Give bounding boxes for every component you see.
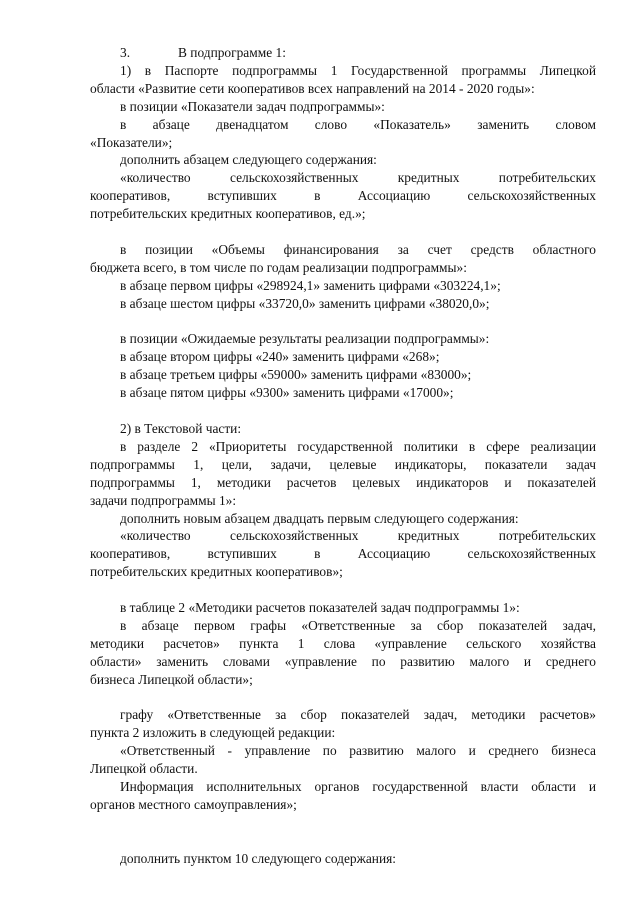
supplement1-line-2: кооперативов, вступивших в Ассоциацию сельскохозяйственных <box>90 188 596 204</box>
section2-line-1: в разделе 2 «Приоритеты государственной политики в сфере реализации <box>120 438 596 454</box>
financing-item-1: в абзаце первом цифры «298924,1» заменить цифрами «303224,1»; <box>120 277 501 293</box>
table2-intro: в таблице 2 «Методики расчетов показателей задач подпрограммы 1»: <box>120 600 520 616</box>
blank-line <box>90 223 596 241</box>
table2-line-1: в абзаце первом графы «Ответственные за сбор показателей задач, <box>120 617 596 633</box>
expected-item-2: в абзаце третьем цифры «59000» заменить цифрами «83000»; <box>120 367 472 383</box>
section-number: 3. <box>120 45 131 60</box>
blank-line <box>90 689 596 707</box>
section-heading <box>90 44 596 62</box>
passport-line-2: области «Развитие сети кооперативов всех направлений на 2014 - 2020 годы»: <box>90 80 535 96</box>
section-heading-text: В подпрограмме 1: <box>178 45 286 60</box>
financing-line-1: в позиции «Объемы финансирования за счет средств областного <box>120 241 596 257</box>
blank-lines <box>90 814 596 850</box>
supplement2-intro: дополнить новым абзацем двадцать первым следующего содержания: <box>120 510 519 526</box>
financing-line-2: бюджета всего, в том числе по годам реализации подпрограммы»: <box>90 259 467 275</box>
table2-line-3: области» заменить словами «управление по развитию малого и среднего <box>90 653 596 669</box>
final-supplement: дополнить пунктом 10 следующего содержания: <box>120 850 397 866</box>
supplement1-line-3: потребительских кредитных кооперативов, ед.»; <box>90 206 366 222</box>
responsible-line-2: Липецкой области. <box>90 761 198 777</box>
information-line-2: органов местного самоуправления»; <box>90 796 297 812</box>
blank-line <box>90 581 596 599</box>
blank-line <box>90 402 596 420</box>
expected-item-3: в абзаце пятом цифры «9300» заменить цифрами «17000»; <box>120 385 454 401</box>
expected-item-1: в абзаце втором цифры «240» заменить цифрами «268»; <box>120 349 440 365</box>
financing-item-2: в абзаце шестом цифры «33720,0» заменить цифрами «38020,0»; <box>120 295 490 311</box>
passport-line-1: 1) в Паспорте подпрограммы 1 Государственной программы Липецкой <box>120 62 596 78</box>
abzac12-line-2: «Показатели»; <box>90 134 173 150</box>
column-line-2: пункта 2 изложить в следующей редакции: <box>90 725 336 741</box>
supplement1-intro: дополнить абзацем следующего содержания: <box>120 152 377 168</box>
column-line-1: графу «Ответственные за сбор показателей задач, методики расчетов» <box>120 707 596 723</box>
supplement1-line-1: «количество сельскохозяйственных кредитных потребительских <box>120 170 596 186</box>
expected-intro: в позиции «Ожидаемые результаты реализации подпрограммы»: <box>120 331 490 347</box>
table2-line-2: методики расчетов» пункта 1 слова «управление сельского хозяйства <box>90 635 596 651</box>
supplement2-line-2: кооперативов, вступивших в Ассоциацию сельскохозяйственных <box>90 546 596 562</box>
information-line-1: Информация исполнительных органов государственной власти области и <box>120 779 596 795</box>
section2-line-2: подпрограммы 1, цели, задачи, целевые индикаторы, показатели задач <box>90 456 596 472</box>
position-tasks: в позиции «Показатели задач подпрограммы»: <box>120 98 385 114</box>
supplement2-line-3: потребительских кредитных кооперативов»; <box>90 564 343 580</box>
document-page <box>90 44 596 868</box>
text-part-heading: 2) в Текстовой части: <box>120 420 242 436</box>
responsible-line-1: «Ответственный - управление по развитию малого и среднего бизнеса <box>120 743 596 759</box>
abzac12-line-1: в абзаце двенадцатом слово «Показатель» заменить словом <box>120 116 596 132</box>
table2-line-4: бизнеса Липецкой области»; <box>90 671 253 687</box>
blank-line <box>90 313 596 331</box>
supplement2-line-1: «количество сельскохозяйственных кредитных потребительских <box>120 528 596 544</box>
section2-line-4: задачи подпрограммы 1»: <box>90 492 237 508</box>
section2-line-3: подпрограммы 1, методики расчетов целевых индикаторов и показателей <box>90 474 596 490</box>
